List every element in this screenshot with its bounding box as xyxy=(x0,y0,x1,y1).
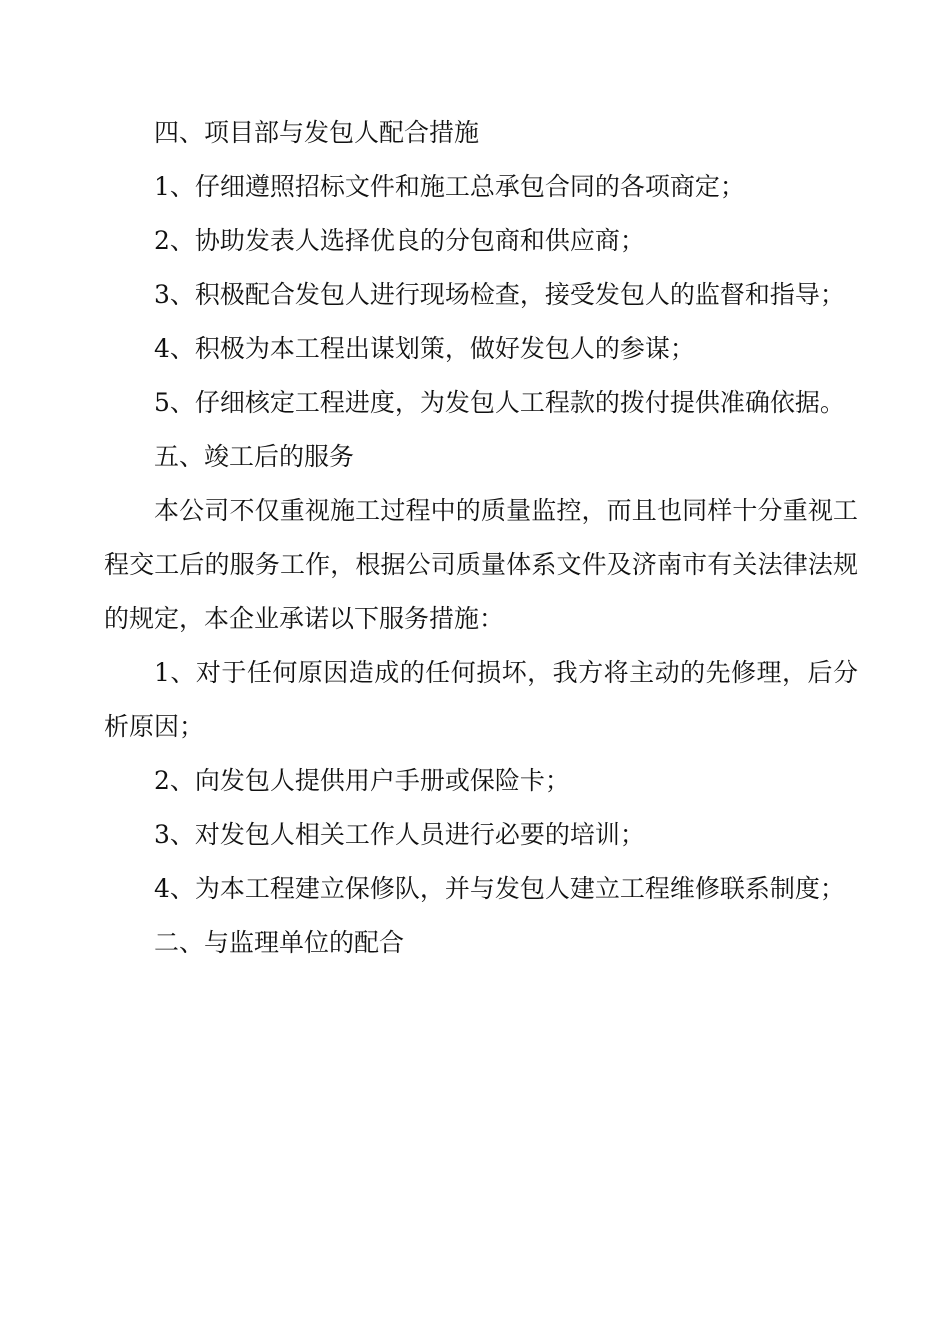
list-item-2: 2、协助发表人选择优良的分包商和供应商； xyxy=(154,226,645,255)
section-heading-owner-cooperation: 四、项目部与发包人配合措施 xyxy=(154,118,480,147)
service-item-3: 3、对发包人相关工作人员进行必要的培训； xyxy=(154,820,645,849)
list-item-5: 5、仔细核定工程进度，为发包人工程款的拨付提供准确依据。 xyxy=(154,388,845,417)
service-intro-paragraph: 本公司不仅重视施工过程中的质量监控，而且也同样十分重视工程交工后的服务工作，根据公司质量体系文件及济南市有关法律法规的规定，本企业承诺以下服务措施： xyxy=(104,496,858,633)
document-body xyxy=(104,106,858,970)
section-heading-post-completion-service: 五、竣工后的服务 xyxy=(154,442,355,471)
list-item-1: 1、仔细遵照招标文件和施工总承包合同的各项商定； xyxy=(154,172,745,201)
service-item-4: 4、为本工程建立保修队，并与发包人建立工程维修联系制度； xyxy=(154,874,845,903)
service-item-1: 1、对于任何原因造成的任何损坏，我方将主动的先修理，后分析原因； xyxy=(104,658,858,741)
section-heading-supervision-cooperation: 二、与监理单位的配合 xyxy=(154,928,405,957)
list-item-3: 3、积极配合发包人进行现场检查，接受发包人的监督和指导； xyxy=(154,280,845,309)
list-item-4: 4、积极为本工程出谋划策，做好发包人的参谋； xyxy=(154,334,695,363)
service-item-2: 2、向发包人提供用户手册或保险卡； xyxy=(154,766,570,795)
